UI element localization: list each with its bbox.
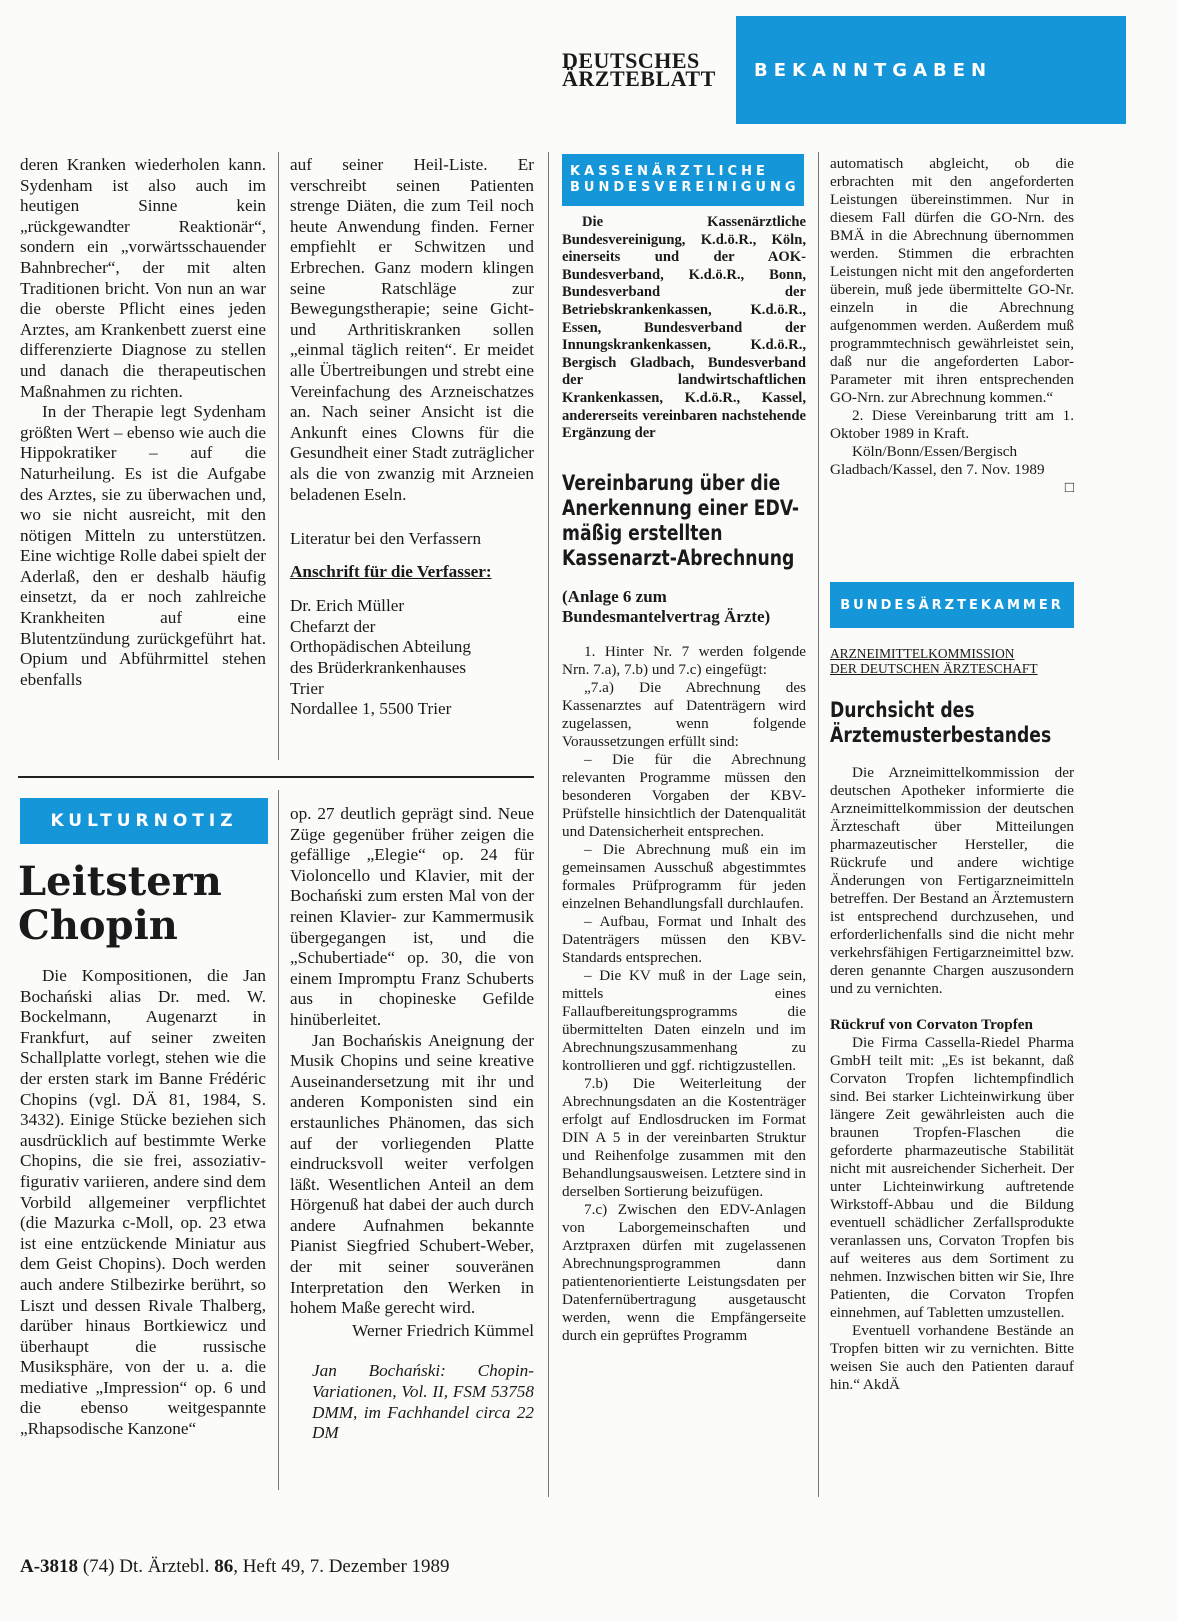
article-author: Werner Friedrich Kümmel: [352, 1320, 534, 1340]
paragraph: Die Kompositionen, die Jan Bochański alias Dr. med. W. Bockelmann, Augenarzt in Frankfurt, auf seiner zweiten Schallplatte vorlegt, stehen wie die der ersten stark im Banne Frédéric Chopins (vgl. DÄ 81, 1984, S. 3432). Einige Stücke beziehen sich ausdrücklich auf bestimmte Werke Chopins, die sie frei, assoziativ-figurativ variieren, andere sind dem Vorbild allgemeiner verpflichtet (die Mazurka c-Moll, op. 23 etwa ist eine entzückende Miniatur aus dem Geist Chopins). Doch werden auch andere Stilbezirke berührt, so Liszt und dessen Rivale Thalberg, darüber hinaus Bortkiewicz und überhaupt die russische Musiksphäre, von der u. a. die mediative „Impression“ op. 6 und die ebenso weitgespannte „Rhapsodische Kanzone“: [20, 966, 266, 1439]
paragraph: [830, 443, 1074, 496]
citation-post: , Heft 49, 7. Dezember 1989: [233, 1556, 450, 1577]
end-mark: □: [1064, 479, 1074, 496]
address-line: des Brüderkrankenhauses: [290, 658, 467, 678]
kbv-banner: [562, 154, 804, 206]
paragraph: 1. Hinter Nr. 7 werden folgende Nrn. 7.a), 7.b) und 7.c) eingefügt:: [562, 642, 806, 678]
kulturnotiz-banner: KULTURNOTIZ: [20, 798, 268, 844]
paragraph: op. 27 deutlich geprägt sind. Neue Züge gegenüber früher zeigen die gefällige „Elegie“ op. 24 für Violoncello und Klavier, mit der Bochański zum ersten Mal von der reinen Klavier- zur Kammermusik übergegangen ist, und die „Schubertiade“ op. 30, die von einem Impromptu Franz Schuberts aus in chopineske Gefilde hinüberleitet.: [290, 804, 534, 1029]
banner-line: KASSENÄRZTLICHE: [570, 164, 769, 179]
record-source: Jan Bochański: Chopin-Variationen, Vol. II, FSM 53758 DMM, im Fachhandel circa 22 DM: [312, 1361, 534, 1443]
kbv-body: [562, 643, 806, 1345]
col4-body: [830, 764, 1074, 1498]
address-line: Chefarzt der: [290, 616, 376, 636]
page-number: A-3818: [20, 1556, 79, 1577]
kultur-col1: [20, 966, 266, 1496]
column-divider: [278, 152, 279, 760]
literature-note: Literatur bei den Verfassern: [290, 529, 482, 549]
paragraph: Die Firma Cassella-Riedel Pharma GmbH teilt mit: „Es ist bekannt, daß Corvaton Tropfen lichtempfindlich sind. Bei starker Lichteinwirkung über längere Zeit gewährleisten auch die braunen Tropfen-Flaschen die geforderte pharmazeutische Stabilität nicht mit ausreichender Sicherheit. Der unter Lichteinwirkung auftretende Wirkstoff-Abbau und die Bildung eventuell schädlicher Zerfallsprodukte veranlassen uns, Corvaton Tropfen bis auf weiteres aus dem Sortiment zu nehmen. Inzwischen bitten wir Sie, Ihre Patienten, die Corvaton Tropfen einnehmen, auf Tabletten umzustellen.: [830, 1034, 1074, 1321]
journal-name-line1: DEUTSCHES: [562, 48, 700, 73]
author-address: [290, 596, 534, 720]
column-divider: [548, 152, 549, 1497]
paragraph: – Aufbau, Format und Inhalt des Datenträgers müssen den KBV-Standards entsprechen.: [562, 912, 806, 966]
paragraph: – Die Abrechnung muß ein im gemeinsamen Ausschuß abgestimmtes formales Prüfprogramm für jeden einzelnen Behandlungsfall durchlaufen.: [562, 840, 806, 912]
page-footer: [20, 1556, 450, 1578]
journal-name-line2: ÄRZTEBLATT: [562, 66, 716, 91]
journal-masthead: [562, 48, 730, 91]
paragraph: – Die für die Abrechnung relevanten Programme müssen den besonderen Vorgaben der KBV-Prüfstelle hinsichtlich der Datenqualität und Datensicherheit entsprechen.: [562, 750, 806, 840]
kicker-line: DER DEUTSCHEN ÄRZTESCHAFT: [830, 661, 1038, 676]
title-line: Leitstern: [18, 858, 222, 905]
paragraph: 2. Diese Vereinbarung tritt am 1. Oktober 1989 in Kraft.: [830, 407, 1074, 442]
kicker: [830, 646, 1074, 676]
baek-banner: BUNDESÄRZTEKAMMER: [830, 582, 1074, 628]
kbv-title: Vereinbarung über die Anerkennung einer EDV-mäßig erstellten Kassenarzt-Abrechnung: [562, 470, 800, 570]
title-line: Chopin: [18, 902, 178, 949]
kbv-subtitle: (Anlage 6 zum Bundesmantelvertrag Ärzte): [562, 586, 771, 626]
paragraph: 7.c) Zwischen den EDV-Anlagen von Laborgemeinschaften und Arztpraxen dürfen mit zugelassenen Abrechnungsprogrammen dann patientenorientierte Leistungsdaten per Datenfernübertragung ausgetauscht werden, wenn die Empfängerseite durch ein geprüftes Programm: [562, 1200, 806, 1344]
column-divider: [818, 152, 819, 1497]
kicker-line: ARZNEIMITTELKOMMISSION: [830, 646, 1015, 661]
signature-line: Köln/Bonn/Essen/Bergisch Gladbach/Kassel, den 7. Nov. 1989: [830, 443, 1045, 478]
citation-pre: (74) Dt. Ärztebl.: [78, 1556, 215, 1577]
col4-top: [830, 155, 1074, 555]
section-rule: [18, 776, 534, 778]
section-banner: BEKANNTGABEN: [736, 16, 1126, 124]
subhead: Rückruf von Corvaton Tropfen: [830, 1016, 1033, 1033]
column-divider: [278, 790, 279, 1490]
paragraph: deren Kranken wiederholen kann. Sydenham ist also auch im heutigen Sinne kein „rückgewandter Reaktionär“, sondern ein „vorwärtsschauender Bahnbrecher“, der mit alten Traditionen bricht. Von nun an war die oberste Pflicht eines jeden Arztes, am Krankenbett zuerst eine differenzierte Diagnose zu stellen und danach die therapeutischen Maßnahmen zu richten.: [20, 155, 266, 401]
paragraph: automatisch abgleicht, ob die erbrachten mit den angeforderten Leistungen übereinstimmen. Nur in diesem Fall dürfen die GO-Nrn. des BMÄ in die Abrechnung übernommen werden. Stimmen die erbrachten Leistungen nicht mit den angeforderten überein, muß jede übermittelte GO-Nr. einzeln in die Abrechnung aufgenommen werden. Außerdem muß programmtechnisch gewährleistet sein, daß nur die angeforderten Labor-Parameter mit ihren entsprechenden GO-Nrn. zur Abrechnung kommen.“: [830, 155, 1074, 406]
volume-number: 86: [214, 1556, 234, 1577]
paragraph: Die Arzneimittelkommission der deutschen Apotheker informierte die Arzneimittelkommission der deutschen Ärzteschaft über Mitteilungen pharmazeutischer Hersteller, die Rückrufe und andere wichtige Änderungen von Fertigarzneimitteln betreffen. Der Bestand an Ärztemustern ist entsprechend durchzusehen, und erforderlichenfalls sind die nicht mehr verkehrsfähigen Fertigarzneimittel bzw. deren genannte Chargen auszusondern und zu vernichten.: [830, 764, 1074, 997]
paragraph: 7.b) Die Weiterleitung der Abrechnungsdaten an die Kostenträger erfolgt auf Endlosdrucken im Format DIN A 5 in der vereinbarten Struktur und Reihenfolge zusammen mit den Behandlungsausweisen. Letztere sind in derselben Sortierung beizufügen.: [562, 1074, 806, 1200]
article-title: [18, 860, 268, 948]
paragraph: auf seiner Heil-Liste. Er verschreibt seinen Patienten strenge Diäten, die zum Teil noch heute Anwendung finden. Ferner empfiehlt er Schwitzen und Erbrechen. Ganz modern klingen seine Ratschläge zur Bewegungstherapie; seine Gicht- und Arthritiskranken sollen „einmal täglich reiten“. Er meidet alle Übertreibungen und strebt eine Vereinfachung des Arzneischatzes an. Nach seiner Ansicht ist die Ankunft eines Clowns für die Gesundheit einer Stadt zuträglicher als die von zwanzig mit Arzneien beladenen Eseln.: [290, 155, 534, 504]
address-line: Orthopädischen Abteilung: [290, 637, 471, 657]
paragraph: Jan Bochańskis Aneignung der Musik Chopins und seine kreative Auseinandersetzung mit ihr und anderen Komponisten sind ein erstaunliches Phänomen, das sich auf der vorliegenden Platte eindrucksvoll weiter verfolgen läßt. Wesentlichen Anteil an dem Hörgenuß hat dabei der auch durch andere Aufnahmen bekannte Pianist Siegfried Schubert-Weber, der mit seiner souveränen Interpretation den Werken in hohem Maße gerecht wird.: [290, 1030, 534, 1318]
col4-title: Durchsicht des Ärztemusterbestandes: [830, 698, 1052, 747]
kultur-col2: [290, 804, 534, 1494]
article-col2-top: [290, 155, 534, 763]
paragraph: In der Therapie legt Sydenham größten Wert – ebenso wie auch die Hippokratiker – auf die Naturheilung. Es ist die Aufgabe des Arztes, sie zu überwachen und, wo sie nicht ausreicht, mit den nötigen Mitteln zu unterstützen. Eine wichtige Rolle dabei spielt der Aderlaß, den er deshalb häufig einsetzt, da er noch zahlreiche Krankheiten auf eine Blutentzündung zurückgeführt hat. Opium und Abführmittel stehen ebenfalls: [20, 402, 266, 689]
address-line: Dr. Erich Müller: [290, 596, 405, 616]
kbv-intro: Die Kassenärztliche Bundesvereinigung, K.d.ö.R., Köln, einerseits und der AOK-Bundesverband, K.d.ö.R., Bonn, Bundesverband der Betriebskrankenkassen, K.d.ö.R., Essen, Bundesverband der Innungskrankenkassen, K.d.ö.R., Bergisch Gladbach, Bundesverband der landwirtschaftlichen Krankenkassen, K.d.ö.R., Kassel, andererseits vereinbaren nachstehende Ergänzung der: [562, 214, 806, 442]
paragraph: – Die KV muß in der Lage sein, mittels eines Fallaufbereitungsprogramms die übermittelten Daten einzeln und im Abrechnungszusammenhang zu kontrollieren und ggf. richtigzustellen.: [562, 966, 806, 1074]
paragraph: „7.a) Die Abrechnung des Kassenarztes auf Datenträgern wird zugelassen, wenn folgende Voraussetzungen erfüllt sind:: [562, 678, 806, 750]
kbv-column: [562, 214, 806, 1498]
address-label: Anschrift für die Verfasser:: [290, 561, 492, 581]
article-col1-top: [20, 155, 266, 763]
banner-line: BUNDESVEREINIGUNG: [570, 180, 800, 195]
address-line: Trier: [290, 678, 324, 698]
paragraph: Eventuell vorhandene Bestände an Tropfen bitten wir zu vernichten. Bitte weisen Sie auch den Patienten darauf hin.“ AkdÄ: [830, 1322, 1074, 1393]
address-line: Nordallee 1, 5500 Trier: [290, 699, 452, 719]
